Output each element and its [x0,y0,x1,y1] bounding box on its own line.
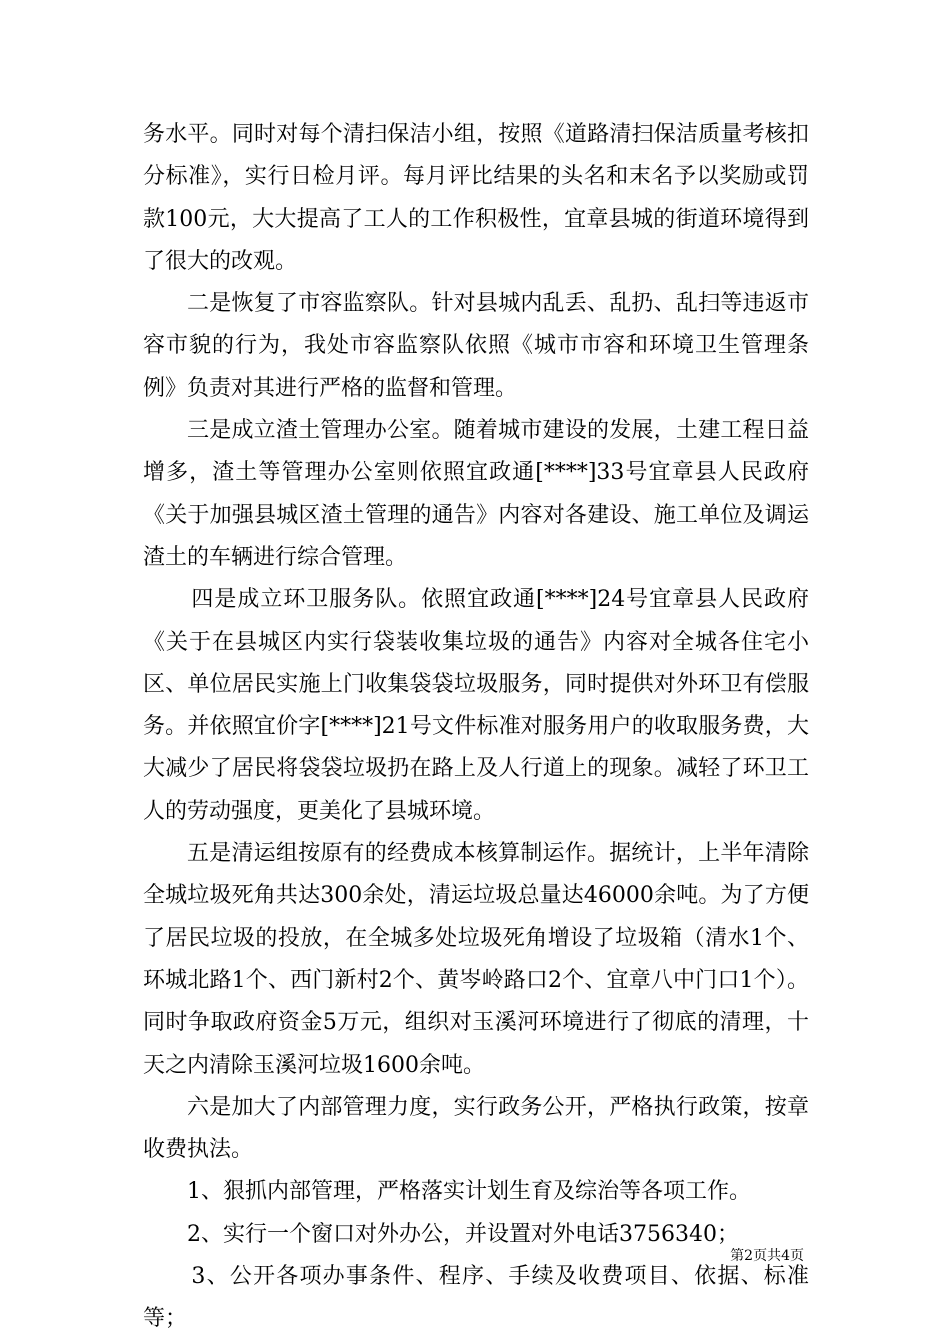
list-item-3: 3、公开各项办事条件、程序、手续及收费项目、依据、标准等； [143,1264,809,1332]
page-number: 第2页共4页 [730,1248,804,1264]
paragraph-muck-office: 三是成立渣土管理办公室。随着城市建设的发展，土建工程日益增多，渣土等管理办公室则依照宜政通[****]33号宜章县人民政府《关于加强县城区渣土管理的通告》内容对各建设、施工单位及调运渣土的车辆进行综合管理。 [143,418,809,570]
paragraph-sanitation-service: 四是成立环卫服务队。依照宜政通[****]24号宜章县人民政府《关于在县城区内实行袋装收集垃圾的通告》内容对全城各住宅小区、单位居民实施上门收集袋袋垃圾服务，同时提供对外环卫有偿服务。并依照宜价字[****]21号文件标准对服务用户的收取服务费，大大减少了居民将袋袋垃圾扔在路上及人行道上的现象。减轻了环卫工人的劳动强度，更美化了县城环境。 [143,587,809,824]
paragraph-internal-management: 六是加大了内部管理力度，实行政务公开，严格执行政策，按章收费执法。 [143,1094,809,1163]
document-body [143,114,809,1341]
list-item-1: 1、狠抓内部管理，严格落实计划生育及综治等各项工作。 [187,1179,751,1205]
list-item-2: 2、实行一个窗口对外办公，并设置对外电话3756340； [187,1221,739,1247]
paragraph-cleanup-group: 五是清运组按原有的经费成本核算制运作。据统计，上半年清除全城垃圾死角共达300余处，清运垃圾总量达46000余吨。为了方便了居民垃圾的投放，在全城多处垃圾死角增设了垃圾箱（清水1个、环城北路1个、西门新村2个、黄岑岭路口2个、宜章八中门口1个）。同时争取政府资金5万元，组织对玉溪河环境进行了彻底的清理，十天之内清除玉溪河垃圾1600余吨。 [143,841,809,1078]
paragraph-inspection-team: 二是恢复了市容监察队。针对县城内乱丢、乱扔、乱扫等违返市容市貌的行为，我处市容监察队依照《城市市容和环境卫生管理条例》负责对其进行严格的监督和管理。 [143,291,809,401]
paragraph-service-level: 务水平。同时对每个清扫保洁小组，按照《道路清扫保洁质量考核扣分标准》，实行日检月评。每月评比结果的头名和末名予以奖励或罚款100元，大大提高了工人的工作积极性，宜章县城的街道环境得到了很大的改观。 [143,122,809,274]
